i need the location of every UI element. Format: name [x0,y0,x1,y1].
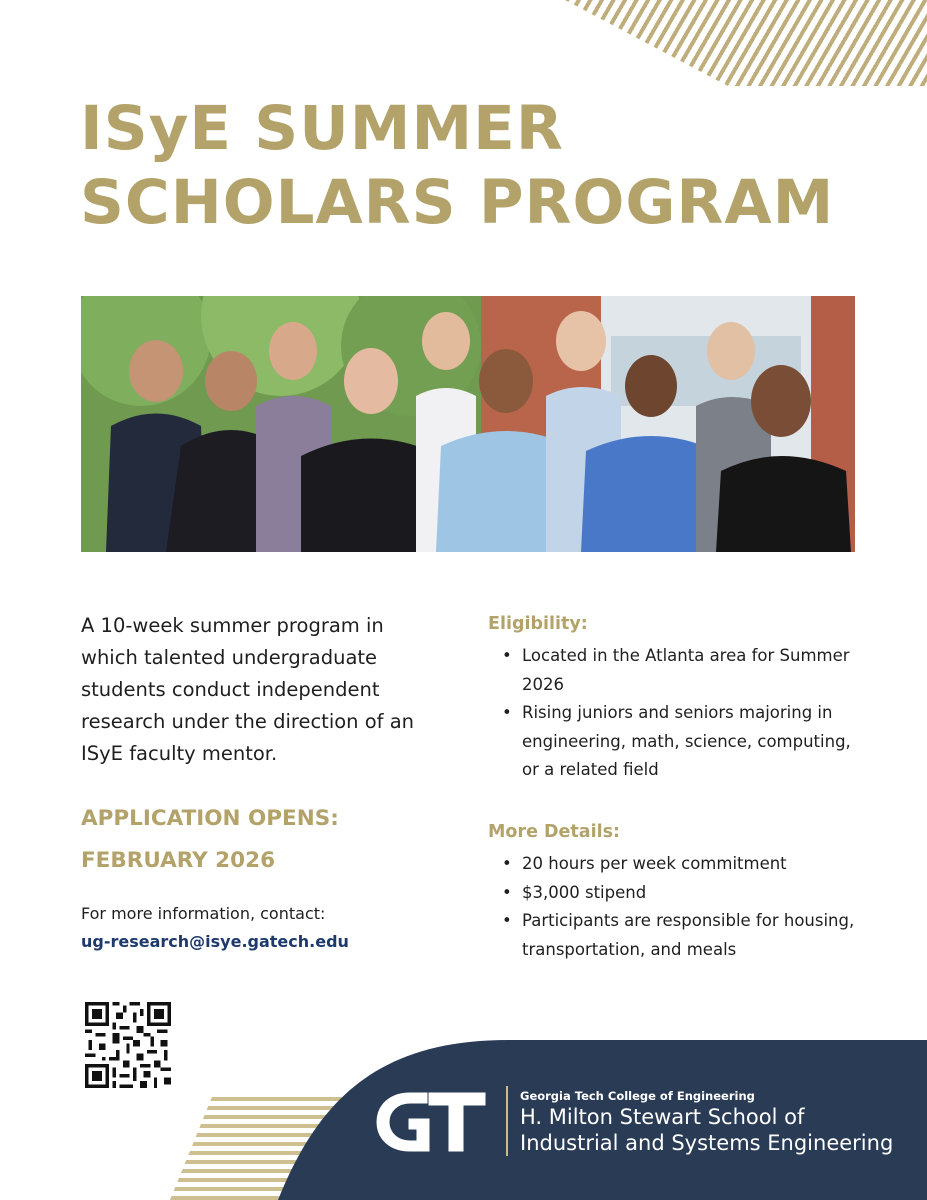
school-name-line-2: Industrial and Systems Engineering [520,1131,894,1155]
page-title [80,92,834,240]
details-list [488,850,868,964]
gt-logo-icon [370,1084,490,1160]
application-opens-date: FEBRUARY 2026 [81,848,276,873]
contact-label: For more information, contact: [81,904,326,923]
application-opens [81,798,461,882]
eligibility-item: • Located in the Atlanta area for Summer 2026 [488,642,868,699]
title-line-1: ISyE SUMMER [80,93,564,164]
eligibility-item: • Rising juniors and seniors majoring in engineering, math, science, computing, or a related field [488,699,868,785]
details-item: • 20 hours per week commitment [488,850,868,879]
details-section [488,818,868,964]
footer-divider [506,1086,508,1156]
details-heading: More Details: [488,822,621,842]
school-name-block [520,1088,893,1156]
title-line-2: SCHOLARS PROGRAM [80,167,835,238]
top-stripe-decoration [565,0,927,86]
eligibility-heading: Eligibility: [488,614,588,634]
application-opens-label: APPLICATION OPENS: [81,806,339,831]
school-name-line-1: H. Milton Stewart School of [520,1105,805,1129]
group-photo [81,296,855,552]
qr-code[interactable] [85,1002,171,1088]
contact-info [81,900,461,956]
contact-email-link[interactable]: ug-research@isye.gatech.edu [81,932,349,951]
program-description: A 10-week summer program in which talented undergraduate students conduct independent research under the direction of an ISyE faculty mentor. [81,614,415,765]
eligibility-section [488,610,868,785]
details-item: • Participants are responsible for housing, transportation, and meals [488,907,868,964]
group-photo-illustration [81,296,855,552]
college-name: Georgia Tech College of Engineering [520,1089,755,1103]
details-item: • $3,000 stipend [488,879,868,908]
eligibility-list [488,642,868,785]
